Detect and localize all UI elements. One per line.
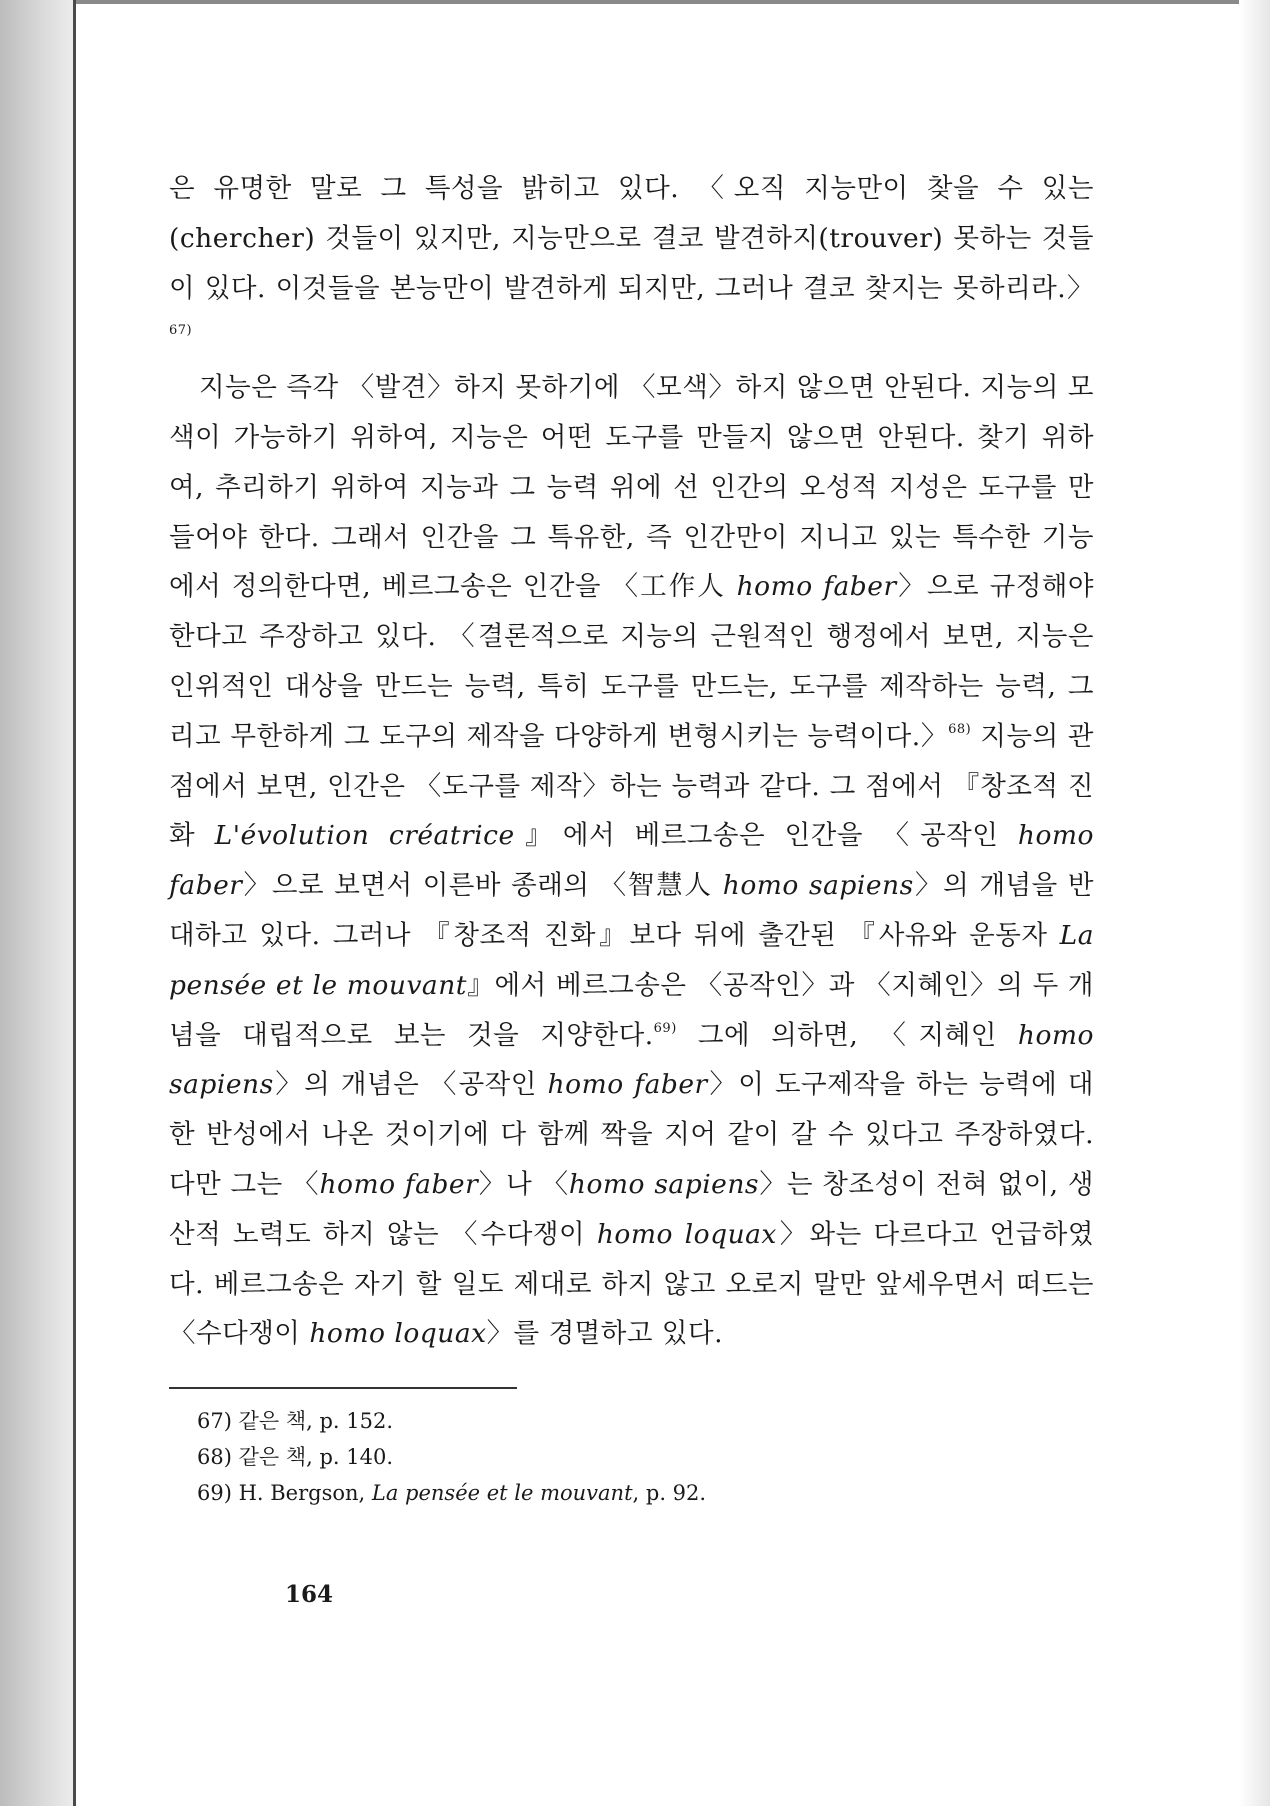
footnote-69 bbox=[197, 1475, 1094, 1511]
text-run: 67) 같은 책, p. 152. bbox=[197, 1409, 394, 1434]
text-run: 지능의 관점에서 보면, 인간은 〈도구를 제작〉하는 능력과 같다. 그 점에서 『창조적 진화 bbox=[169, 720, 1094, 852]
text-run: 〉와는 다르다고 언급하였다. 베르그송은 자기 할 일도 제대로 하지 않고 오로지 말만 앞세우면서 떠드는 〈수다쟁이 bbox=[169, 1218, 1095, 1350]
footnote-ref: 67) bbox=[169, 323, 193, 339]
italic-term: homo loquax bbox=[309, 1318, 487, 1350]
footnote-68 bbox=[197, 1439, 1094, 1475]
italic-term: La pensée et le mouvant bbox=[371, 1481, 633, 1506]
text-run: 69) H. Bergson, bbox=[197, 1481, 372, 1506]
text-run: 〉의 개념은 〈공작인 bbox=[273, 1069, 548, 1101]
footnote-ref: 68) bbox=[948, 721, 972, 737]
italic-term: L'évolution créatrice bbox=[214, 820, 515, 852]
text-run: 』에서 베르그송은 인간을 〈공작인 bbox=[514, 820, 1018, 852]
text-run: 그에 의하면, 〈지혜인 bbox=[676, 1019, 1018, 1051]
footnote-rule bbox=[169, 1387, 517, 1389]
text-run: 〉이 도구제작을 하는 능력에 대한 반성에서 나온 것이기에 다 함께 짝을 지어 같이 갈 수 있다고 주장하였다. 다만 그는 〈 bbox=[169, 1069, 1095, 1200]
paragraph-1 bbox=[169, 164, 1094, 363]
text-run: 68) 같은 책, p. 140. bbox=[197, 1445, 394, 1470]
text-run: 〉는 창조성이 전혀 없이, 생산적 노력도 하지 않는 〈수다쟁이 bbox=[169, 1168, 1095, 1250]
italic-term: homo faber bbox=[319, 1168, 479, 1200]
paragraph-2 bbox=[169, 363, 1094, 1359]
text-run: 〉으로 보면서 이른바 종래의 〈智慧人 bbox=[242, 870, 723, 902]
italic-term: homo faber bbox=[547, 1069, 708, 1101]
italic-term: La pensée et le mouvant bbox=[169, 919, 1094, 1001]
page-content bbox=[169, 164, 1094, 1511]
footnotes bbox=[169, 1403, 1094, 1511]
text-run: 〉의 개념을 반대하고 있다. 그러나 『창조적 진화』보다 뒤에 출간된 『사유와 운동자 bbox=[169, 870, 1094, 951]
footnote-67 bbox=[197, 1403, 1094, 1439]
text-run: 지능은 즉각 〈발견〉하지 못하기에 〈모색〉하지 않으면 안된다. 지능의 모색이 가능하기 위하여, 지능은 어떤 도구를 만들지 않으면 안된다. 찾기 위하여, 추리하기 위하여 지능과 그 능력 위에 선 인간의 오성적 지성은 도구를 만들어야 한다. 그래서 인간을 그 특유한, 즉 인간만이 지니고 있는 특수한 기능에서 정의한다면, 베르그송은 인간을 〈工作人 bbox=[169, 372, 1094, 603]
text-run: , p. 92. bbox=[632, 1481, 707, 1506]
italic-term: homo sapiens bbox=[169, 1019, 1094, 1101]
text-run: 』에서 베르그송은 〈공작인〉과 〈지혜인〉의 두 개념을 대립적으로 보는 것을 지양한다. bbox=[169, 969, 1094, 1051]
text-run: 〉나 〈 bbox=[478, 1168, 569, 1200]
italic-term: homo faber bbox=[169, 820, 1095, 902]
italic-term: homo sapiens bbox=[722, 870, 914, 902]
page-right-shadow bbox=[1239, 0, 1270, 1806]
book-spine-edge bbox=[0, 0, 76, 1806]
italic-term: homo faber bbox=[736, 571, 897, 603]
text-run: 〉으로 규정해야 한다고 주장하고 있다. 〈결론적으로 지능의 근원적인 행정에서 보면, 지능은 인위적인 대상을 만드는 능력, 특히 도구를 만드는, 도구를 제작하는 능력, 그리고 무한하게 그 도구의 제작을 다양하게 변형시키는 능력이다.〉 bbox=[169, 571, 1095, 752]
text-run: 은 유명한 말로 그 특성을 밝히고 있다. 〈오직 지능만이 찾을 수 있는 (chercher) 것들이 있지만, 지능만으로 결코 발견하지(trouver) 못하는 것들이 있다. 이것들을 본능만이 발견하게 되지만, 그러나 결코 찾지는 못하리라.〉 bbox=[169, 173, 1094, 304]
text-run: 〉를 경멸하고 있다. bbox=[486, 1318, 724, 1350]
page-number: 164 bbox=[285, 1581, 334, 1608]
footnote-ref: 69) bbox=[653, 1020, 677, 1036]
italic-term: homo sapiens bbox=[568, 1168, 760, 1200]
book-page bbox=[79, 4, 1239, 1806]
italic-term: homo loquax bbox=[596, 1218, 777, 1250]
